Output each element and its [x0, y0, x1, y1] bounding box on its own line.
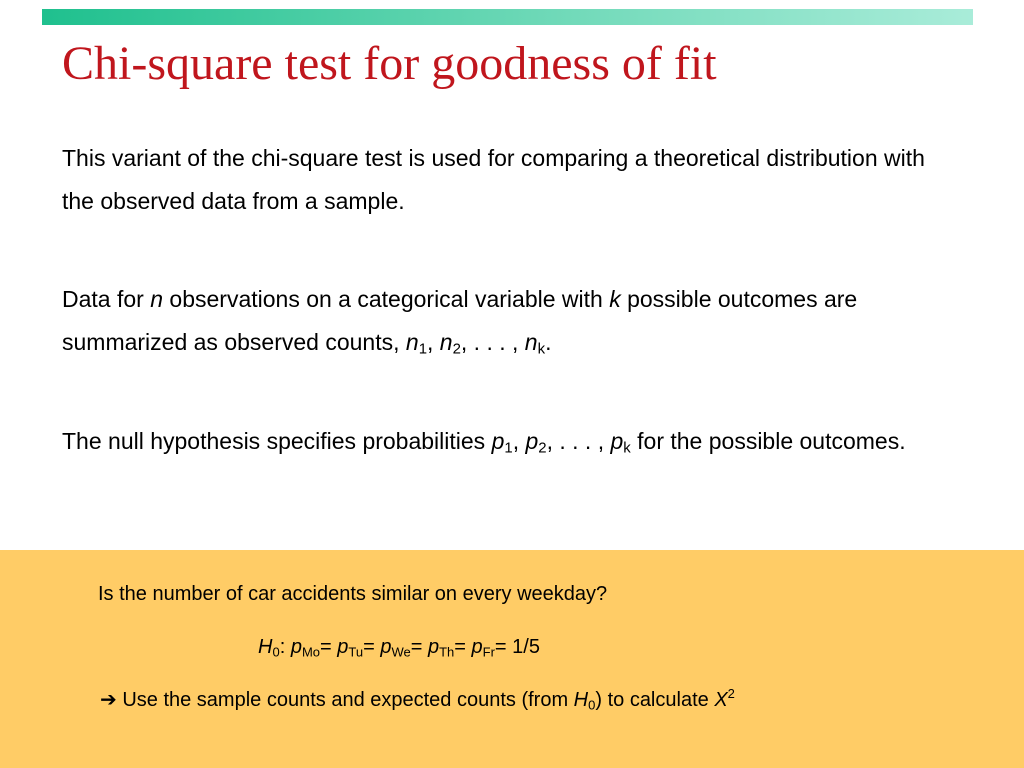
- instr-text-1: Use the sample counts and expected counts (from: [116, 689, 574, 711]
- p2-text-2: observations on a categorical variable with: [163, 286, 610, 312]
- p3-var-p1: p: [491, 428, 505, 454]
- instr-x: X: [714, 689, 728, 711]
- p3-sub-k: k: [623, 439, 631, 457]
- hyp-sub-mo: Mo: [301, 644, 320, 660]
- example-question: Is the number of car accidents similar on every weekday?: [98, 583, 608, 605]
- p2-sub-1: 1: [418, 340, 427, 358]
- hyp-colon: :: [279, 636, 291, 658]
- instr-text-2: ) to calculate: [595, 689, 715, 711]
- hyp-eq-1: =: [320, 636, 338, 658]
- instr-h: H: [573, 689, 589, 711]
- arrow-icon: ➔: [100, 689, 117, 711]
- p2-sep-1: ,: [427, 329, 440, 355]
- p2-var-k: k: [609, 286, 621, 312]
- p2-var-n2: n: [439, 329, 453, 355]
- instr-h-sub: 0: [588, 697, 596, 713]
- p3-sep-2: , . . . ,: [546, 428, 611, 454]
- hyp-eq-3: =: [410, 636, 428, 658]
- hyp-p-we: p: [380, 636, 392, 658]
- paragraph-null-hypothesis: [62, 420, 962, 463]
- hyp-sub-fr: Fr: [482, 644, 495, 660]
- hyp-p-mo: p: [290, 636, 302, 658]
- example-instruction: [100, 687, 735, 712]
- paragraph-definition: This variant of the chi-square test is used for comparing a theoretical distribution with the observed data from a sample.: [62, 145, 925, 214]
- p2-text-3: possible outcomes are summarized as observed counts,: [62, 286, 858, 355]
- hyp-eq-2: =: [363, 636, 381, 658]
- p2-sub-2: 2: [452, 340, 461, 358]
- slide-title: Chi-square test for goodness of fit: [62, 37, 717, 90]
- p2-var-n1: n: [405, 329, 419, 355]
- p3-var-p2: p: [525, 428, 539, 454]
- hyp-p-fr: p: [471, 636, 483, 658]
- paragraph-data: [62, 278, 962, 364]
- hyp-eq-4: =: [454, 636, 472, 658]
- p3-text-2: for the possible outcomes.: [630, 428, 906, 454]
- p2-sep-2: , . . . ,: [460, 329, 525, 355]
- hyp-sub-tu: Tu: [348, 644, 364, 660]
- hyp-p-tu: p: [337, 636, 349, 658]
- p2-var-n: n: [150, 286, 164, 312]
- p3-var-pk: p: [610, 428, 624, 454]
- example-box: [0, 550, 1024, 768]
- hyp-h-sub: 0: [272, 644, 280, 660]
- example-hypothesis: [258, 636, 540, 659]
- p2-var-nk: n: [524, 329, 538, 355]
- accent-bar: [42, 9, 973, 25]
- hyp-h: H: [258, 636, 273, 658]
- p2-sub-k: k: [537, 340, 546, 358]
- p2-end: .: [545, 329, 552, 355]
- p3-sep-1: ,: [512, 428, 526, 454]
- p3-text-1: The null hypothesis specifies probabilities: [62, 428, 492, 454]
- p3-sub-1: 1: [504, 439, 513, 457]
- hyp-sub-we: We: [391, 644, 411, 660]
- hyp-value: = 1/5: [494, 636, 540, 658]
- instr-x-sup: 2: [727, 686, 735, 702]
- hyp-sub-th: Th: [439, 644, 455, 660]
- p3-sub-2: 2: [538, 439, 547, 457]
- p2-text-1: Data for: [62, 286, 151, 312]
- hyp-p-th: p: [427, 636, 440, 658]
